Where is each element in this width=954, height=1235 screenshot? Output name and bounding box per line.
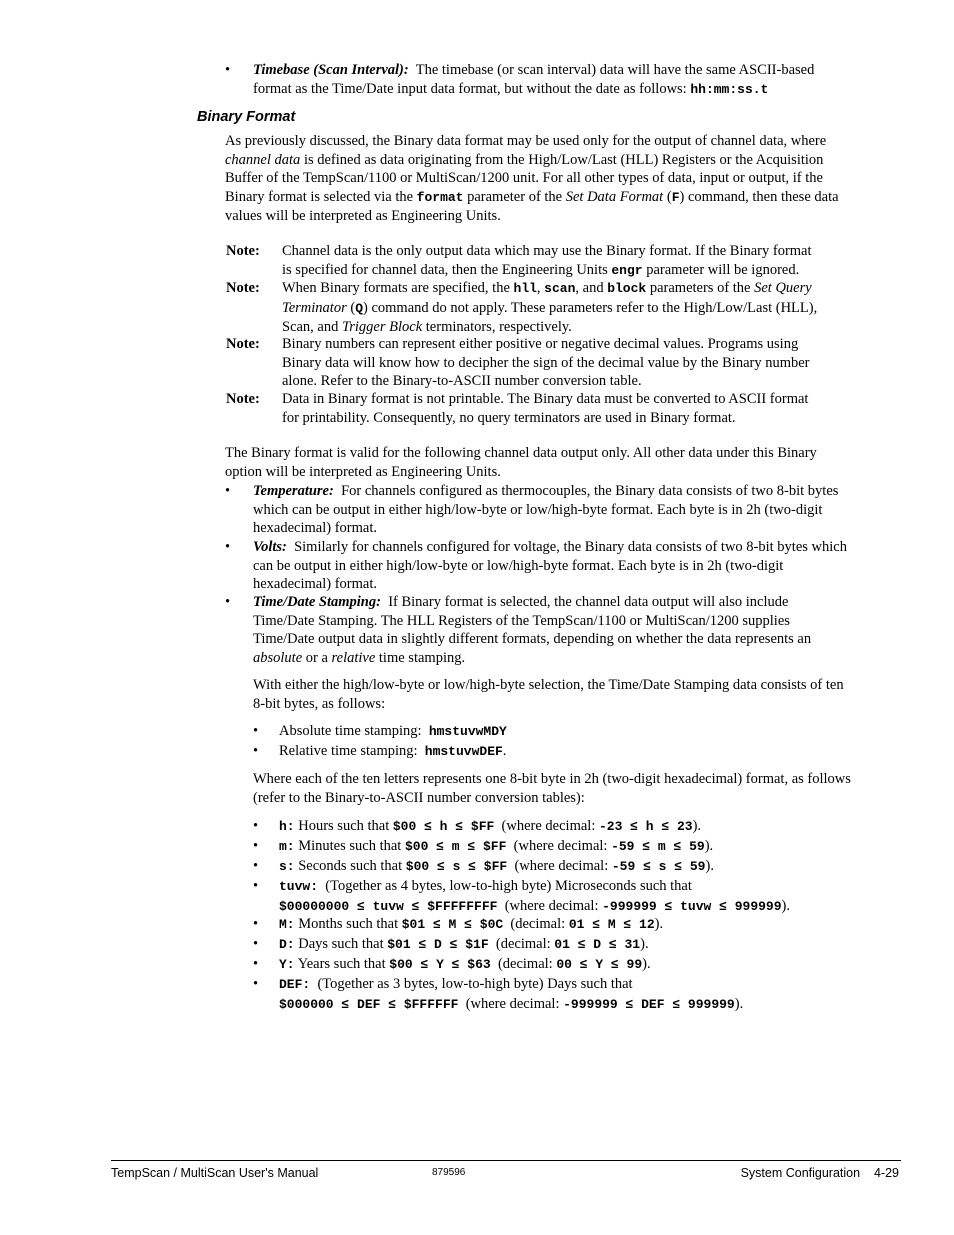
q-code: Q bbox=[355, 300, 364, 316]
letter-text: (where decimal: bbox=[506, 838, 612, 854]
letter-code: D: bbox=[279, 937, 295, 952]
letter-text: (where decimal: bbox=[507, 858, 612, 874]
letter-text: Days such that bbox=[294, 936, 388, 952]
note-line: Scan, and bbox=[282, 319, 342, 335]
bullet-line: Time/Date Stamping. The HLL Registers of the TempScan/1100 or MultiScan/1200 supplies bbox=[253, 612, 790, 629]
scan-code: scan bbox=[544, 281, 576, 296]
bullet-mark: • bbox=[253, 936, 259, 952]
letter-code: s: bbox=[279, 859, 295, 874]
either-line: With either the high/low-byte or low/high-byte selection, the Time/Date Stamping data consists of ten bbox=[253, 677, 844, 693]
letter-range: 01 ≤ M ≤ 12 bbox=[568, 917, 655, 932]
letter-text: (decimal: bbox=[503, 916, 569, 932]
note-line: , bbox=[536, 280, 545, 296]
temperature-bullet bbox=[253, 482, 903, 538]
where-line: (refer to the Binary-to-ASCII number conversion tables): bbox=[253, 789, 585, 806]
timebase-text-2: format as the Time/Date input data format, but without the date as follows: bbox=[253, 80, 687, 97]
note-line: terminators, respectively. bbox=[422, 319, 572, 335]
intro-line: is defined as data originating from the High/Low/Last (HLL) Registers or the Acquisition bbox=[300, 151, 824, 168]
block-code: block bbox=[607, 281, 647, 296]
letter-range: $000000 ≤ DEF ≤ $FFFFFF bbox=[279, 996, 459, 1012]
letter-text: Hours such that bbox=[294, 818, 393, 834]
note-italic: Terminator bbox=[282, 299, 347, 316]
intro-line: As previously discussed, the Binary data format may be used only for the output of channel data, where bbox=[225, 133, 827, 149]
where-line: Where each of the ten letters represents one 8-bit byte in 2h (two-digit hexadecimal) format, as follows bbox=[253, 771, 851, 787]
format-code: format bbox=[416, 189, 464, 205]
intro-paragraph bbox=[225, 132, 905, 226]
letter-text: Minutes such that bbox=[294, 838, 405, 854]
note-label: Note: bbox=[226, 391, 260, 407]
footer-doc-number: 879596 bbox=[432, 1167, 466, 1178]
letter-m-item bbox=[279, 837, 713, 857]
stamping-end: . bbox=[502, 743, 507, 759]
letter-text: (decimal: bbox=[490, 956, 557, 972]
bullet-mark: • bbox=[225, 62, 231, 78]
letter-h-item bbox=[279, 817, 701, 837]
letter-range: -59 ≤ s ≤ 59 bbox=[611, 859, 706, 874]
letter-range: $00 ≤ Y ≤ $63 bbox=[389, 957, 491, 972]
stamping-code: hmstuvwMDY bbox=[428, 724, 507, 739]
bullet-line: time stamping. bbox=[375, 649, 466, 666]
letter-text: ). bbox=[640, 936, 649, 952]
where-paragraph bbox=[253, 770, 913, 807]
bullet-line: Similarly for channels configured for voltage, the Binary data consists of two 8-bit bytes which bbox=[294, 539, 847, 555]
letter-Y-item bbox=[279, 955, 651, 975]
bullet-line: hexadecimal) format. bbox=[253, 576, 377, 592]
note-line: Data in Binary format is not printable. The Binary data must be converted to ASCII format bbox=[282, 391, 809, 407]
note-line: ( bbox=[346, 299, 356, 316]
note-line: parameters of the bbox=[646, 280, 755, 296]
letter-text: ). bbox=[734, 995, 744, 1012]
letter-text: (where decimal: bbox=[497, 897, 603, 914]
note-line: parameter will be ignored. bbox=[642, 261, 800, 278]
note-label: Note: bbox=[226, 243, 260, 259]
letter-range: $01 ≤ M ≤ $0C bbox=[401, 917, 504, 932]
letter-text: ). bbox=[704, 838, 714, 854]
bullet-line: If Binary format is selected, the channel data output will also include bbox=[388, 594, 789, 610]
note-3 bbox=[282, 335, 872, 391]
volts-bullet bbox=[253, 538, 903, 594]
letter-range: -999999 ≤ tuvw ≤ 999999 bbox=[602, 898, 782, 914]
intro-line: ( bbox=[663, 188, 672, 205]
note-line: alone. Refer to the Binary-to-ASCII number conversion table. bbox=[282, 373, 642, 389]
letter-code: M: bbox=[279, 917, 295, 932]
bullet-italic: absolute bbox=[253, 649, 303, 666]
intro-italic: channel data bbox=[225, 151, 301, 168]
bullet-italic: relative bbox=[331, 649, 376, 666]
intro-line: Buffer of the TempScan/1100 or MultiScan/1200 unit. For all other types of data, input or output, if the bbox=[225, 170, 823, 186]
timedate-term: Time/Date Stamping: bbox=[253, 594, 381, 610]
letter-text: (where decimal: bbox=[458, 995, 564, 1012]
note-4 bbox=[282, 390, 872, 427]
letter-text: ). bbox=[654, 916, 664, 932]
valid-line: The Binary format is valid for the following channel data output only. All other data under this Binary bbox=[225, 445, 817, 461]
timebase-text-1: The timebase (or scan interval) data will have the same ASCII-based bbox=[415, 62, 815, 78]
letter-text: (decimal: bbox=[488, 936, 555, 952]
bullet-mark: • bbox=[225, 539, 231, 555]
letter-range: -59 ≤ m ≤ 59 bbox=[611, 839, 705, 854]
letter-code: m: bbox=[279, 839, 295, 854]
intro-line: parameter of the bbox=[463, 188, 566, 205]
either-line: 8-bit bytes, as follows: bbox=[253, 695, 386, 712]
letter-range: -999999 ≤ DEF ≤ 999999 bbox=[563, 996, 735, 1012]
letter-range: $00 ≤ h ≤ $FF bbox=[392, 819, 495, 834]
bullet-mark: • bbox=[253, 976, 259, 992]
bullet-mark: • bbox=[253, 723, 259, 739]
stamping-text: Relative time stamping: bbox=[279, 743, 425, 759]
bullet-mark: • bbox=[253, 838, 259, 854]
valid-line: option will be interpreted as Engineering Units. bbox=[225, 463, 501, 480]
bullet-mark: • bbox=[253, 878, 259, 894]
letter-range: 00 ≤ Y ≤ 99 bbox=[556, 957, 643, 972]
footer-rule bbox=[111, 1160, 901, 1161]
stamping-code: hmstuvwDEF bbox=[424, 744, 503, 759]
intro-line: Binary format is selected via the bbox=[225, 188, 417, 205]
valid-paragraph bbox=[225, 444, 905, 481]
section-heading: Binary Format bbox=[197, 109, 296, 125]
note-line: for printability. Consequently, no query terminators are used in Binary format. bbox=[282, 409, 736, 426]
absolute-stamping-item bbox=[279, 722, 507, 742]
note-label: Note: bbox=[226, 336, 260, 352]
footer-manual-title: TempScan / MultiScan User's Manual bbox=[111, 1166, 319, 1180]
letter-text: ). bbox=[642, 956, 651, 972]
intro-italic: Set Data Format bbox=[565, 188, 664, 205]
letter-text: (Together as 4 bytes, low-to-high byte) Microseconds such that bbox=[318, 878, 692, 894]
letter-range: -23 ≤ h ≤ 23 bbox=[598, 819, 693, 834]
letter-code: tuvw: bbox=[279, 879, 319, 894]
volts-term: Volts: bbox=[253, 539, 287, 555]
intro-line: ) command, then these data bbox=[679, 188, 839, 205]
bullet-line: For channels configured as thermocouples, the Binary data consists of two 8-bit bytes bbox=[341, 483, 839, 499]
letter-range: $00000000 ≤ tuvw ≤ $FFFFFFFF bbox=[279, 898, 498, 914]
note-line: Binary numbers can represent either positive or negative decimal values. Programs using bbox=[282, 336, 799, 352]
letter-text: ). bbox=[781, 897, 791, 914]
note-line: Binary data will know how to decipher the sign of the decimal value by the Binary number bbox=[282, 354, 810, 371]
note-line: , and bbox=[575, 280, 608, 296]
letter-text: ). bbox=[705, 858, 714, 874]
note-1 bbox=[282, 242, 872, 280]
letter-text: ). bbox=[692, 818, 702, 834]
engr-code: engr bbox=[611, 262, 643, 278]
letter-s-item bbox=[279, 857, 714, 877]
temperature-term: Temperature: bbox=[253, 483, 334, 499]
bullet-mark: • bbox=[253, 743, 259, 759]
letter-text: Months such that bbox=[294, 916, 402, 932]
letter-range: $01 ≤ D ≤ $1F bbox=[387, 937, 489, 952]
either-paragraph bbox=[253, 676, 903, 713]
timebase-code: hh:mm:ss.t bbox=[690, 81, 769, 97]
bullet-line: or a bbox=[302, 649, 332, 666]
bullet-line: hexadecimal) format. bbox=[253, 520, 377, 536]
bullet-line: which can be output in either high/low-byte or low/high-byte format. Each byte is in 2h (two-digit bbox=[253, 501, 823, 518]
letter-code: Y: bbox=[279, 957, 295, 972]
hll-code: hll bbox=[513, 281, 537, 296]
footer-page-info: System Configuration 4-29 bbox=[740, 1166, 899, 1180]
intro-line: values will be interpreted as Engineering Units. bbox=[225, 208, 501, 224]
bullet-mark: • bbox=[225, 594, 231, 610]
letter-range: $00 ≤ s ≤ $FF bbox=[405, 859, 508, 874]
letter-D-item bbox=[279, 935, 649, 955]
stamping-text: Absolute time stamping: bbox=[279, 723, 429, 739]
letter-DEF-item bbox=[279, 975, 743, 1014]
bullet-line: can be output in either high/low-byte or low/high-byte format. Each byte is in 2h (two-digit bbox=[253, 557, 784, 574]
relative-stamping-item bbox=[279, 742, 506, 762]
bullet-mark: • bbox=[253, 858, 259, 874]
letter-text: (Together as 3 bytes, low-to-high byte) Days such that bbox=[310, 976, 633, 992]
timedate-bullet bbox=[253, 593, 903, 667]
bullet-mark: • bbox=[253, 956, 259, 972]
letter-M-item bbox=[279, 915, 663, 935]
note-label: Note: bbox=[226, 280, 260, 296]
letter-tuvw-item bbox=[279, 877, 790, 916]
letter-range: $00 ≤ m ≤ $FF bbox=[404, 839, 507, 854]
timebase-term: Timebase (Scan Interval): bbox=[253, 62, 409, 78]
bullet-mark: • bbox=[225, 483, 231, 499]
note-line: Channel data is the only output data which may use the Binary format. If the Binary format bbox=[282, 243, 812, 259]
timebase-bullet bbox=[253, 61, 903, 99]
bullet-mark: • bbox=[253, 818, 259, 834]
note-line: is specified for channel data, then the Engineering Units bbox=[282, 261, 612, 278]
note-2 bbox=[282, 279, 872, 337]
letter-text: Seconds such that bbox=[294, 858, 406, 874]
letter-code: DEF: bbox=[279, 977, 311, 992]
letter-range: 01 ≤ D ≤ 31 bbox=[554, 937, 641, 952]
bullet-mark: • bbox=[253, 916, 259, 932]
letter-text: Years such that bbox=[294, 956, 390, 972]
letter-text: (where decimal: bbox=[494, 818, 599, 834]
note-italic: Trigger Block bbox=[342, 319, 423, 335]
bullet-line: Time/Date output data in slightly different formats, depending on whether the data represents an bbox=[253, 631, 812, 647]
f-code: F bbox=[671, 189, 680, 205]
note-line: When Binary formats are specified, the bbox=[282, 280, 514, 296]
note-italic: Set Query bbox=[754, 280, 812, 296]
note-line: ) command do not apply. These parameters refer to the High/Low/Last (HLL), bbox=[363, 299, 818, 316]
letter-code: h: bbox=[279, 819, 295, 834]
